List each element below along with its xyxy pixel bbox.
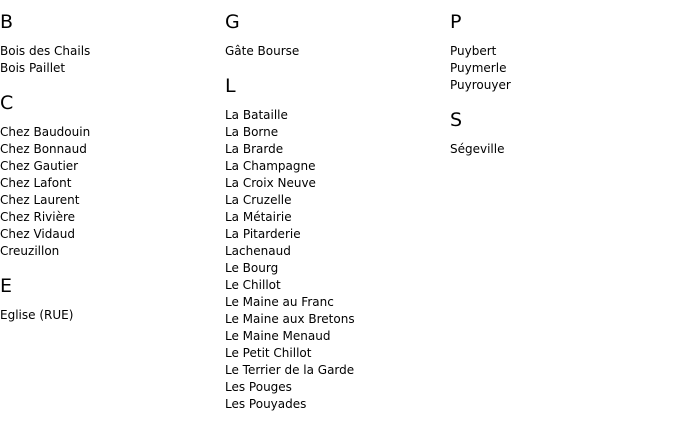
list-item[interactable]: Puymerle xyxy=(450,61,507,75)
section-c xyxy=(0,92,220,260)
list-item[interactable]: Chez Bonnaud xyxy=(0,142,87,156)
list-item[interactable]: La Brarde xyxy=(225,142,284,156)
section-letter: G xyxy=(225,11,240,33)
list-item[interactable]: Bois des Chails xyxy=(0,44,91,58)
list-item[interactable]: Les Pouges xyxy=(225,380,292,394)
section-list xyxy=(225,43,445,60)
section-l xyxy=(225,75,445,413)
list-item[interactable]: La Métairie xyxy=(225,210,292,224)
list-item[interactable]: Chez Laurent xyxy=(0,193,80,207)
section-g xyxy=(225,11,445,60)
list-item[interactable]: Le Petit Chillot xyxy=(225,346,312,360)
index-column-2 xyxy=(225,0,445,413)
index-column-3 xyxy=(450,0,670,158)
list-item[interactable]: La Bataille xyxy=(225,108,288,122)
section-letter: C xyxy=(0,92,14,114)
list-item[interactable]: La Croix Neuve xyxy=(225,176,316,190)
section-letter: P xyxy=(450,11,462,33)
list-item[interactable]: La Pitarderie xyxy=(225,227,301,241)
list-item[interactable]: Le Maine Menaud xyxy=(225,329,331,343)
section-letter: S xyxy=(450,109,463,131)
section-list xyxy=(0,43,220,77)
list-item[interactable]: Chez Gautier xyxy=(0,159,79,173)
list-item[interactable]: Gâte Bourse xyxy=(225,44,300,58)
index-column-1 xyxy=(0,0,220,324)
section-e xyxy=(0,275,220,324)
section-list xyxy=(0,124,220,260)
list-item[interactable]: Le Bourg xyxy=(225,261,279,275)
list-item[interactable]: La Borne xyxy=(225,125,279,139)
list-item[interactable]: Eglise (RUE) xyxy=(0,308,74,322)
list-item[interactable]: Chez Baudouin xyxy=(0,125,91,139)
list-item[interactable]: La Champagne xyxy=(225,159,316,173)
list-item[interactable]: Puybert xyxy=(450,44,497,58)
section-list xyxy=(450,141,670,158)
list-item[interactable]: Les Pouyades xyxy=(225,397,307,411)
list-item[interactable]: Ségeville xyxy=(450,142,505,156)
list-item[interactable]: La Cruzelle xyxy=(225,193,292,207)
list-item[interactable]: Le Chillot xyxy=(225,278,281,292)
list-item[interactable]: Lachenaud xyxy=(225,244,291,258)
section-b xyxy=(0,11,220,77)
section-letter: B xyxy=(0,11,14,33)
section-letter: E xyxy=(0,275,13,297)
list-item[interactable]: Chez Rivière xyxy=(0,210,76,224)
list-item[interactable]: Puyrouyer xyxy=(450,78,511,92)
list-item[interactable]: Le Maine aux Bretons xyxy=(225,312,355,326)
section-list xyxy=(225,107,445,413)
section-list xyxy=(450,43,670,94)
section-p xyxy=(450,11,670,94)
list-item[interactable]: Chez Vidaud xyxy=(0,227,75,241)
section-list xyxy=(0,307,220,324)
list-item[interactable]: Le Terrier de la Garde xyxy=(225,363,355,377)
list-item[interactable]: Creuzillon xyxy=(0,244,60,258)
list-item[interactable]: Chez Lafont xyxy=(0,176,72,190)
section-s xyxy=(450,109,670,158)
list-item[interactable]: Bois Paillet xyxy=(0,61,66,75)
list-item[interactable]: Le Maine au Franc xyxy=(225,295,334,309)
section-letter: L xyxy=(225,75,236,97)
